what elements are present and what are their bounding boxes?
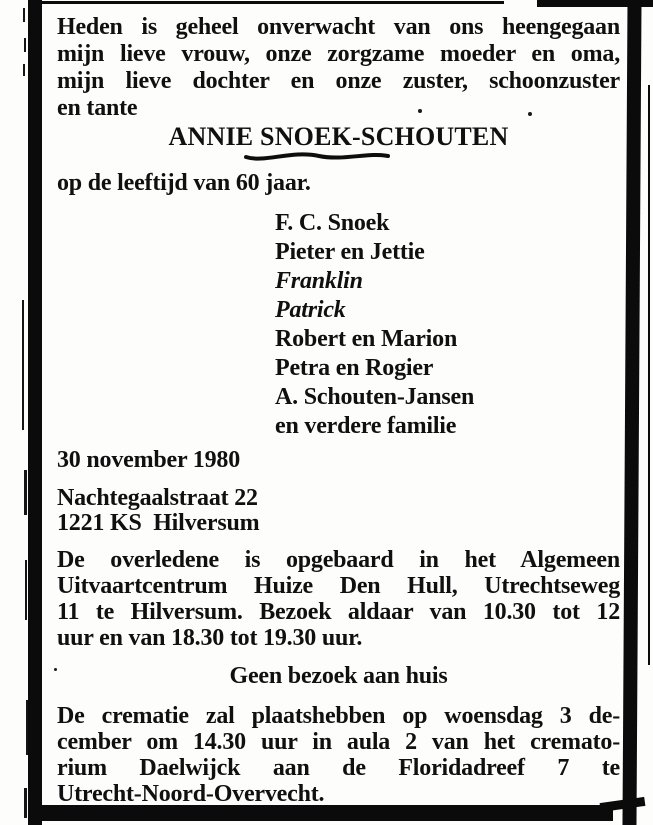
deceased-name: ANNIE SNOEK-SCHOUTEN [168, 122, 509, 151]
family-name: Patrick [275, 297, 346, 323]
scan-border-left [28, 0, 42, 825]
viewing-paragraph [57, 547, 620, 651]
scan-border-right [622, 0, 641, 825]
intro-line: mijn lieve vrouw, onze zorgzame moeder en oma, [57, 41, 620, 67]
viewing-line: 11 te Hilversum. Bezoek aldaar van 10.30 tot 12 [57, 599, 620, 625]
scan-border-right-thin [648, 85, 650, 665]
intro-line: mijn lieve dochter en onze zuster, schoonzuster [57, 68, 620, 94]
scan-mark [23, 64, 25, 76]
family-name: Pieter en Jettie [275, 239, 425, 265]
scan-mark [24, 788, 27, 818]
family-name: Robert en Marion [275, 326, 458, 352]
family-name: Franklin [275, 268, 363, 294]
date-line: 30 november 1980 [57, 447, 241, 473]
cremation-line: cember om 14.30 uur in aula 2 van het cremato- [57, 729, 620, 755]
no-home-visits-line: Geen bezoek aan huis [229, 663, 448, 689]
family-name: Petra en Rogier [275, 355, 434, 381]
family-names-list [57, 209, 620, 441]
address-line: Nachtegaalstraat 22 [57, 485, 258, 511]
intro-line: en tante [57, 95, 138, 121]
address-line: 1221 KS Hilversum [57, 510, 260, 536]
obituary-content [57, 14, 620, 807]
scan-border-bottom [28, 805, 613, 821]
intro-line: Heden is geheel onverwacht van ons heengegaan [57, 14, 620, 40]
scan-mark [23, 8, 25, 22]
viewing-line: uur en van 18.30 tot 19.30 uur. [57, 625, 363, 651]
viewing-line: De overledene is opgebaard in het Algemeen [57, 547, 620, 573]
age-line: op de leeftijd van 60 jaar. [57, 170, 311, 196]
cremation-paragraph [57, 703, 620, 807]
address-block [57, 486, 620, 536]
cremation-line: De crematie zal plaatshebben op woensdag 3 de- [57, 703, 620, 729]
cremation-line: rium Daelwijck aan de Floridadreef 7 te [57, 755, 620, 781]
intro-paragraph [57, 14, 620, 122]
scan-border-top-thin [34, 1, 504, 4]
scan-mark [24, 38, 26, 52]
family-name: F. C. Snoek [275, 210, 390, 236]
scan-mark [22, 300, 24, 430]
family-name: en verdere familie [275, 413, 457, 439]
family-name: A. Schouten-Jansen [275, 384, 475, 410]
viewing-line: Uitvaartcentrum Huize Den Hull, Utrechtseweg [57, 573, 620, 599]
scan-border-top-right [537, 0, 653, 7]
scan-mark [24, 470, 27, 515]
scan-mark [26, 700, 28, 755]
cremation-line: Utrecht-Noord-Overvecht. [57, 781, 325, 807]
scan-mark [25, 560, 27, 620]
